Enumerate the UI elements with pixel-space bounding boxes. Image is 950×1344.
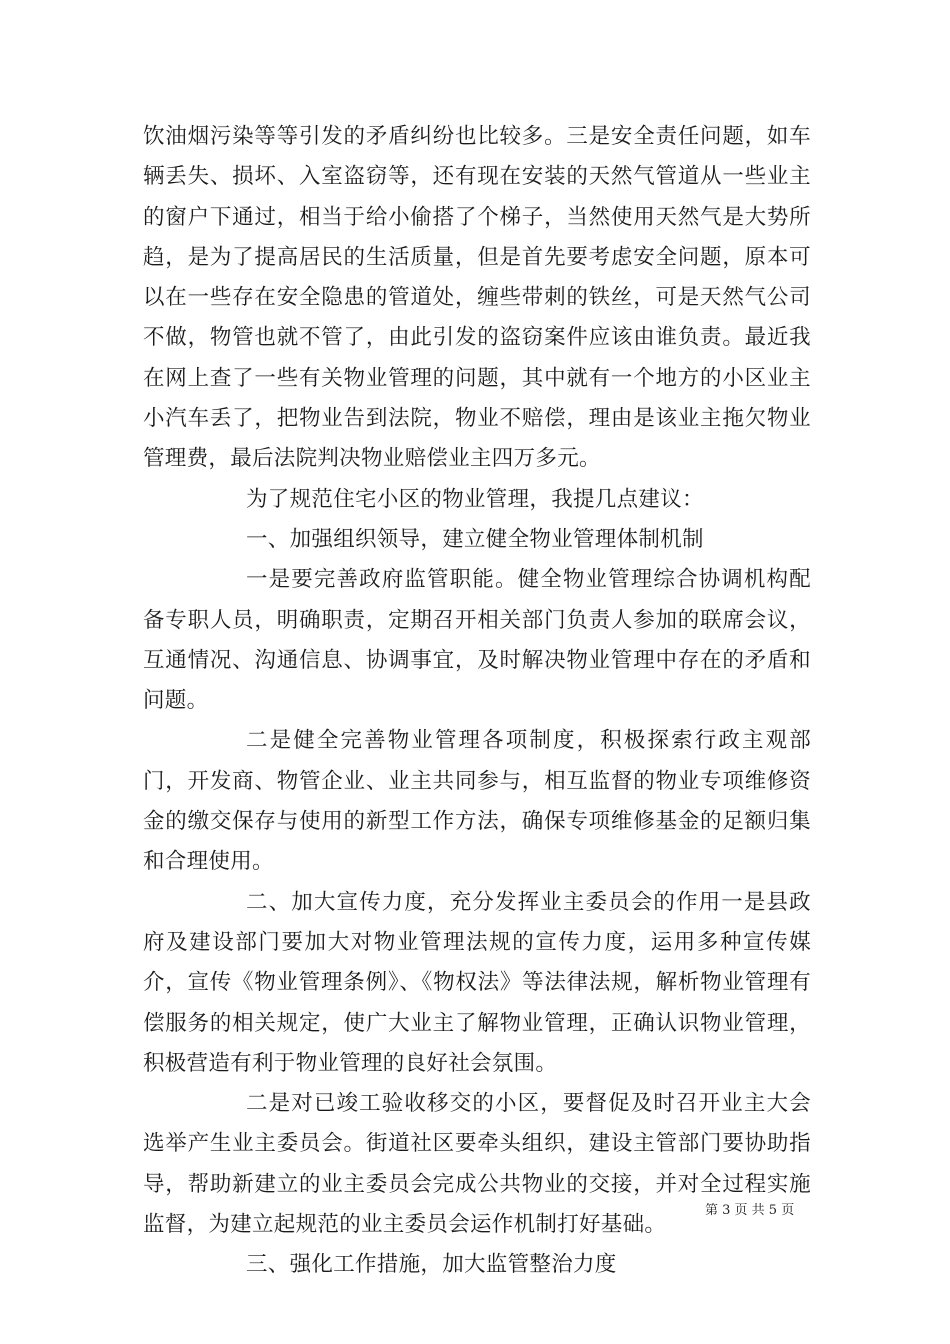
section-heading-3: 三、强化工作措施，加大监管整治力度 <box>246 1252 617 1278</box>
paragraph-continued: 饮油烟污染等等引发的矛盾纠纷也比较多。三是安全责任问题，如车辆丢失、损坏、入室盗窃等，还有现在安装的天然气管道从一些业主的窗户下通过，相当于给小偷搭了个梯子，当然使用天然气是大势所趋，是为了提高居民的生活质量，但是首先要考虑安全问题，原本可以在一些存在安全隐患的管道处，缠些带刺的铁丝，可是天然气公司不做，物管也就不管了，由此引发的盗窃案件应该由谁负责。最近我在网上查了一些有关物业管理的问题，其中就有一个地方的小区业主小汽车丢了，把物业告到法院，物业不赔偿，理由是该业主拖欠物业管理费，最后法院判决物业赔偿业主四万多元。 <box>143 124 811 472</box>
section-heading-1: 一、加强组织领导，建立健全物业管理体制机制 <box>246 526 704 552</box>
page-number-footer: 第 3 页 共 5 页 <box>705 1203 795 1218</box>
paragraph-1-2: 二是健全完善物业管理各项制度，积极探索行政主观部门，开发商、物管企业、业主共同参与，相互监督的物业专项维修资金的缴交保存与使用的新型工作方法，确保专项维修基金的足额归集和合理使用。 <box>143 728 811 875</box>
paragraph-intro-suggestions: 为了规范住宅小区的物业管理，我提几点建议： <box>246 486 704 512</box>
section-heading-2-with-text: 二、加大宣传力度，充分发挥业主委员会的作用一是县政府及建设部门要加大对物业管理法规的宣传力度，运用多种宣传媒介，宣传《物业管理条例》、《物权法》等法律法规，解析物业管理有偿服务的相关规定，使广大业主了解物业管理，正确认识物业管理，积极营造有利于物业管理的良好社会氛围。 <box>143 889 811 1076</box>
document-body <box>143 117 811 1286</box>
paragraph-1-1: 一是要完善政府监管职能。健全物业管理综合协调机构配备专职人员，明确职责，定期召开相关部门负责人参加的联席会议，互通情况、沟通信息、协调事宜，及时解决物业管理中存在的矛盾和问题。 <box>143 567 811 714</box>
paragraph-2-2: 二是对已竣工验收移交的小区，要督促及时召开业主大会选举产生业主委员会。街道社区要牵头组织，建设主管部门要协助指导，帮助新建立的业主委员会完成公共物业的交接，并对全过程实施监督，为建立起规范的业主委员会运作机制打好基础。 <box>143 1091 811 1238</box>
